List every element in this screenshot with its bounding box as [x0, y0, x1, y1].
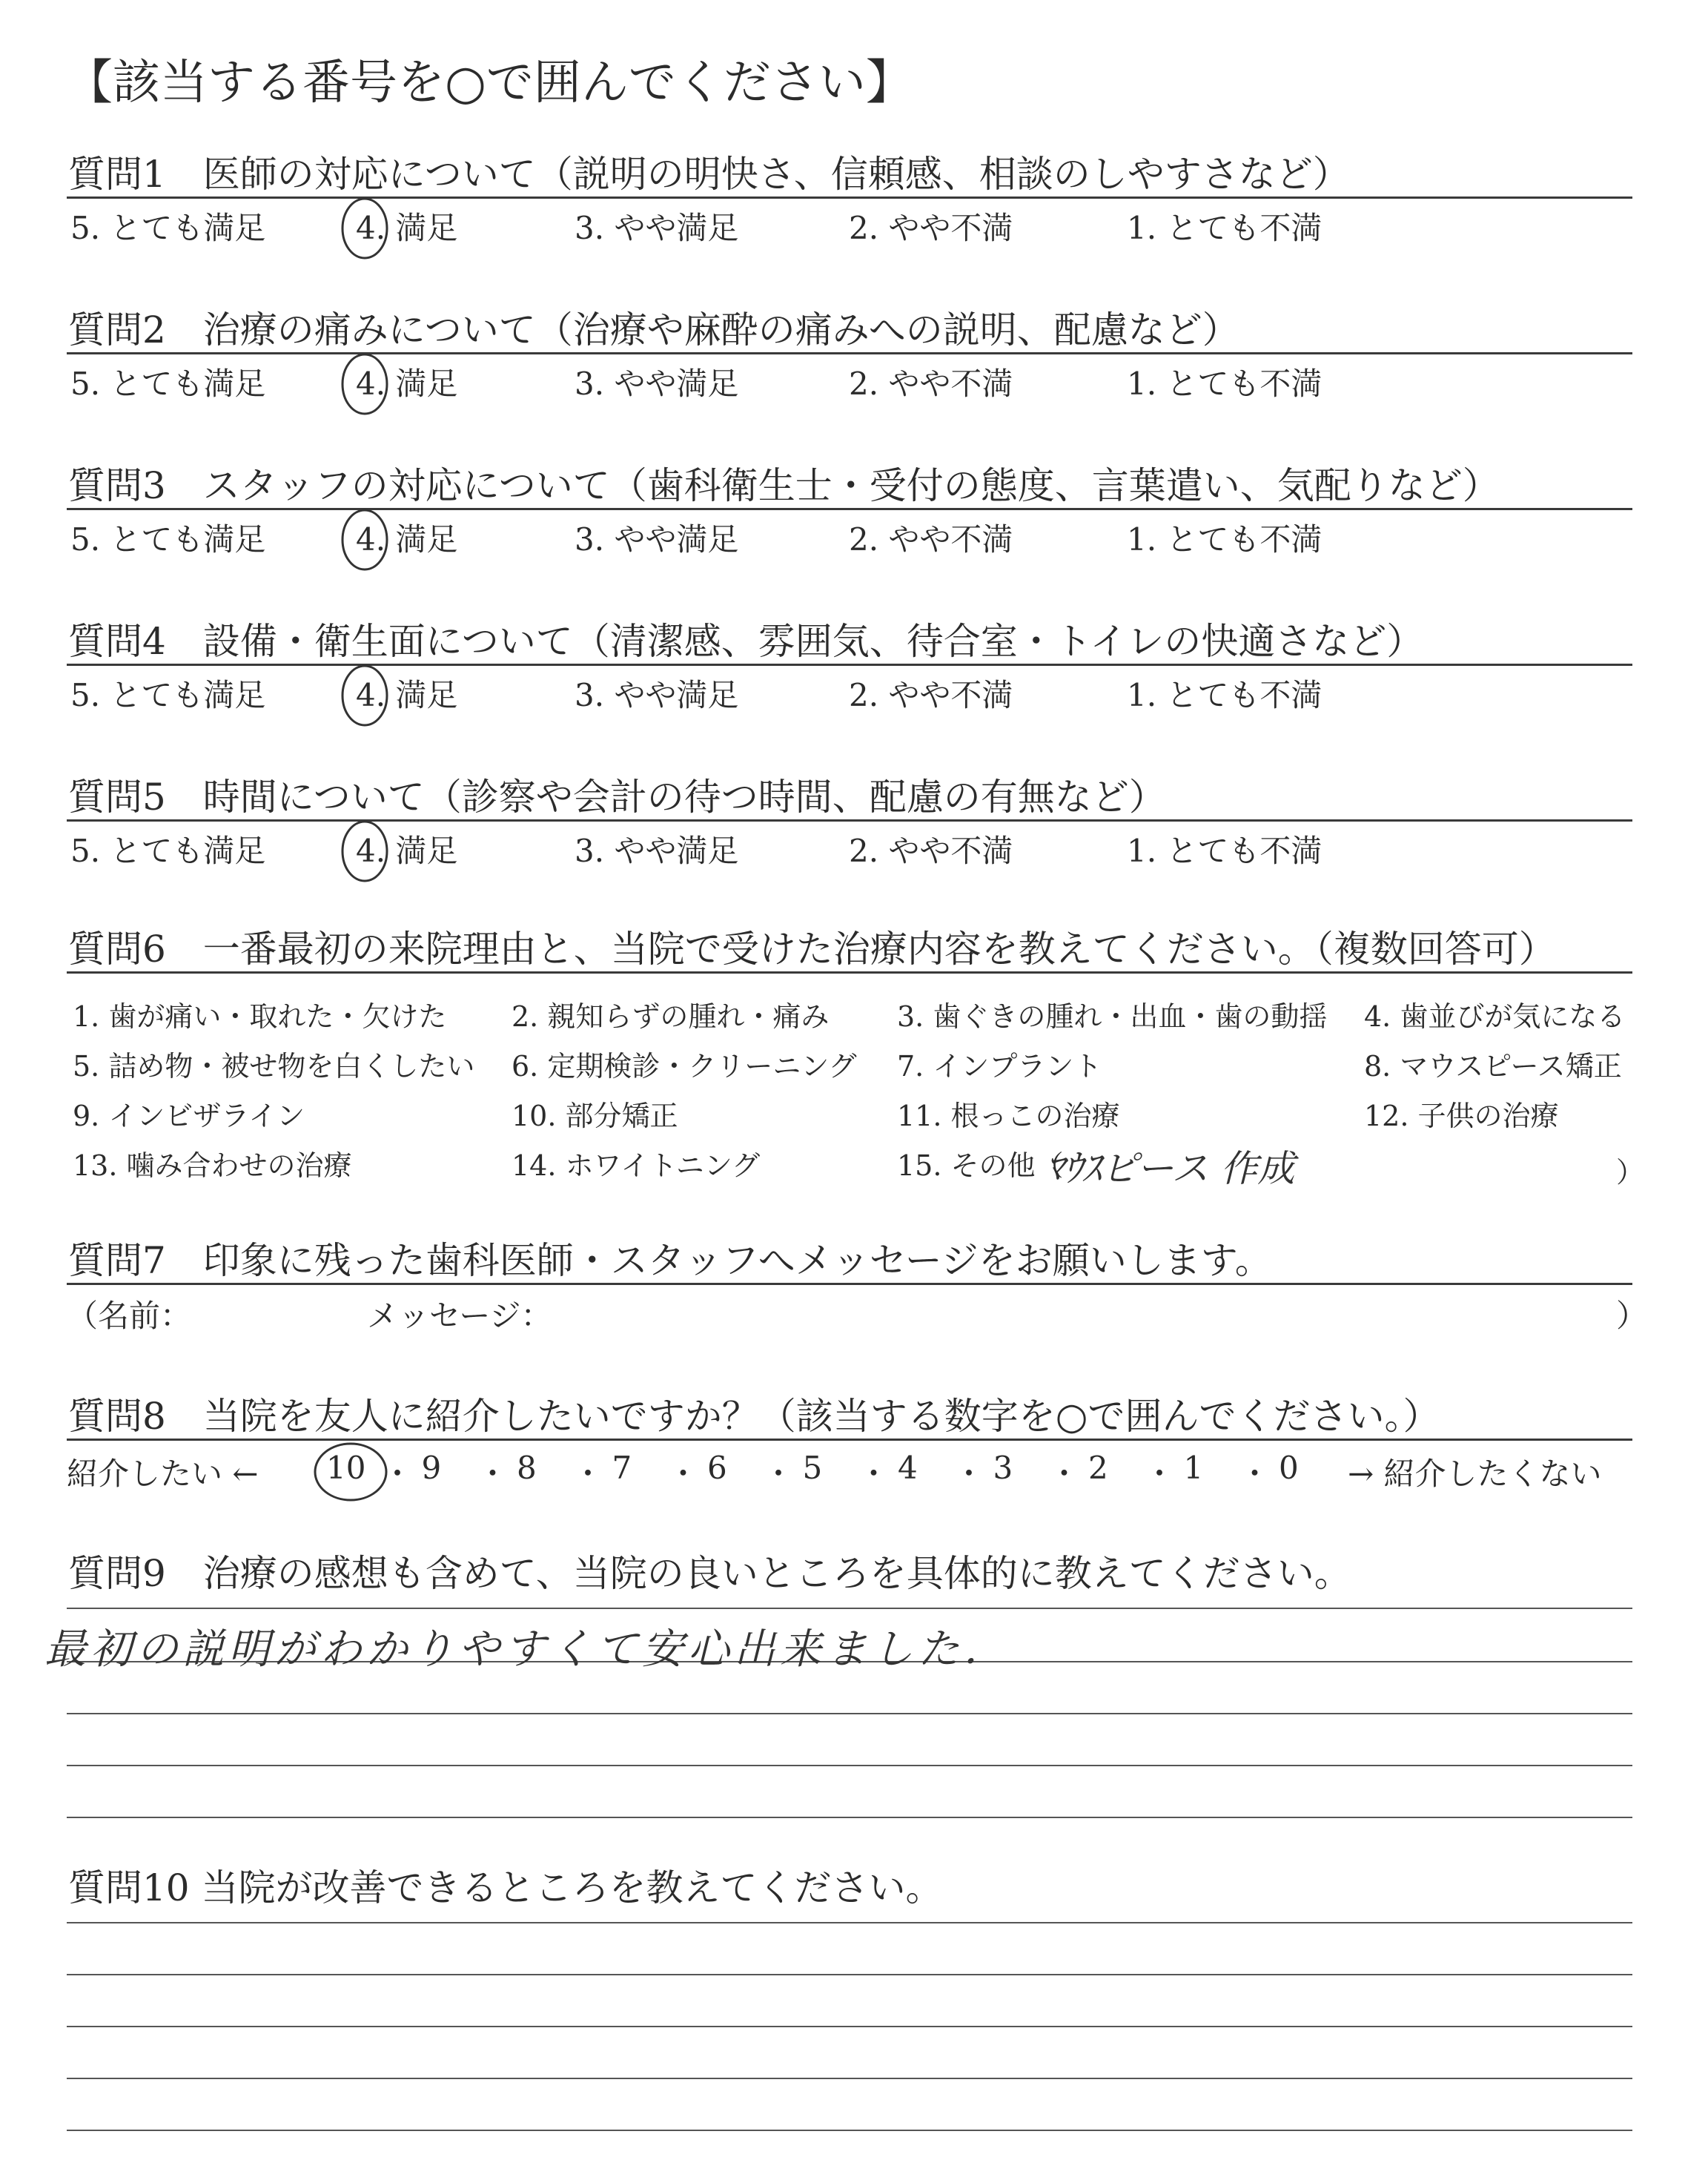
q8-rule: [67, 1439, 1632, 1441]
q3-heading: 質問3 スタッフの対応について（歯科衛生士・受付の態度、言葉遣い、気配りなど）: [68, 464, 1500, 507]
q7-name-label: （名前：: [67, 1298, 192, 1334]
q4-option-3[interactable]: 3. やや満足: [575, 677, 739, 713]
q1-option-2[interactable]: 2. やや不満: [849, 210, 1013, 246]
q6-option-4[interactable]: 4. 歯並びが気になる: [1364, 1000, 1626, 1033]
q5-option-5[interactable]: 5. とても満足: [70, 833, 266, 869]
q8-scale-8[interactable]: 8: [517, 1450, 537, 1486]
q3-option-5[interactable]: 5. とても満足: [70, 521, 266, 558]
q3-option-1[interactable]: 1. とても不満: [1127, 521, 1323, 558]
q6-option-9[interactable]: 9. インビザライン: [73, 1100, 305, 1132]
q8-scale-3[interactable]: 3: [993, 1450, 1013, 1486]
q2-selection-circle: [340, 351, 391, 417]
q8-scale-2[interactable]: 2: [1088, 1450, 1108, 1486]
q5-option-2[interactable]: 2. やや不満: [849, 833, 1013, 869]
q9-line-4: [67, 1765, 1632, 1766]
q4-option-4[interactable]: 4. 満足: [356, 677, 458, 713]
q10-line-1: [67, 1922, 1632, 1923]
q2-rule: [67, 352, 1632, 354]
q8-scale-separator: ・: [1144, 1456, 1176, 1492]
q2-option-5[interactable]: 5. とても満足: [70, 366, 266, 402]
q6-option-11[interactable]: 11. 根っこの治療: [897, 1100, 1120, 1132]
q8-scale-separator: ・: [667, 1456, 699, 1492]
q8-scale-separator: ・: [953, 1456, 985, 1492]
q9-line-3: [67, 1713, 1632, 1714]
q6-option-5[interactable]: 5. 詰め物・被せ物を白くしたい: [73, 1050, 475, 1083]
q10-line-2: [67, 1974, 1632, 1975]
q2-heading: 質問2 治療の痛みについて（治療や麻酔の痛みへの説明、配慮など）: [68, 308, 1239, 351]
q5-heading: 質問5 時間について（診察や会計の待つ時間、配慮の有無など）: [68, 776, 1166, 819]
q4-rule: [67, 664, 1632, 666]
q8-scale-separator: ・: [858, 1456, 890, 1492]
q1-rule: [67, 196, 1632, 199]
q7-heading: 質問7 印象に残った歯科医師・スタッフへメッセージをお願いします。: [68, 1239, 1272, 1282]
q6-other-handwritten: ﾏｳｽピース 作成: [1045, 1147, 1295, 1190]
q8-scale-9[interactable]: 9: [421, 1450, 442, 1486]
q4-option-1[interactable]: 1. とても不満: [1127, 677, 1323, 713]
q6-option-13[interactable]: 13. 噛み合わせの治療: [73, 1149, 352, 1182]
q6-option-12[interactable]: 12. 子供の治療: [1364, 1100, 1559, 1132]
q5-option-3[interactable]: 3. やや満足: [575, 833, 739, 869]
q7-close: ）: [1616, 1298, 1648, 1334]
q2-option-3[interactable]: 3. やや満足: [575, 366, 739, 402]
q7-message-label: メッセージ：: [367, 1298, 552, 1334]
q3-rule: [67, 508, 1632, 510]
q5-option-1[interactable]: 1. とても不満: [1127, 833, 1323, 869]
q8-left-label: 紹介したい ←: [67, 1456, 259, 1492]
q1-option-5[interactable]: 5. とても満足: [70, 210, 266, 246]
q1-option-3[interactable]: 3. やや満足: [575, 210, 739, 246]
q3-option-4[interactable]: 4. 満足: [356, 521, 458, 558]
q10-line-3: [67, 2026, 1632, 2027]
q6-option-2[interactable]: 2. 親知らずの腫れ・痛み: [512, 1000, 830, 1033]
q6-option-7[interactable]: 7. インプラント: [897, 1050, 1102, 1083]
q8-scale-separator: ・: [1048, 1456, 1080, 1492]
q2-option-4[interactable]: 4. 満足: [356, 366, 458, 402]
q4-option-5[interactable]: 5. とても満足: [70, 677, 266, 713]
q8-scale-10[interactable]: 10: [326, 1450, 366, 1486]
q8-scale-0[interactable]: 0: [1279, 1450, 1299, 1486]
q8-scale-separator: ・: [1239, 1456, 1271, 1492]
q6-option-15[interactable]: 15. その他（: [897, 1149, 1064, 1182]
q6-option-3[interactable]: 3. 歯ぐきの腫れ・出血・歯の動揺: [897, 1000, 1328, 1033]
q7-rule: [67, 1283, 1632, 1285]
q8-right-label: → 紹介したくない: [1348, 1456, 1602, 1492]
q6-option-10[interactable]: 10. 部分矯正: [512, 1100, 678, 1132]
q2-option-1[interactable]: 1. とても不満: [1127, 366, 1323, 402]
q3-option-2[interactable]: 2. やや不満: [849, 521, 1013, 558]
q8-scale-4[interactable]: 4: [898, 1450, 918, 1486]
q5-selection-circle: [340, 818, 391, 885]
q6-heading: 質問6 一番最初の来院理由と、当院で受けた治療内容を教えてください。（複数回答可）: [68, 928, 1556, 971]
q4-option-2[interactable]: 2. やや不満: [849, 677, 1013, 713]
q10-line-5: [67, 2130, 1632, 2131]
page-title: 【該当する番号を○で囲んでください】: [65, 56, 913, 110]
q1-selection-circle: [340, 195, 391, 262]
q6-option-6[interactable]: 6. 定期検診・クリーニング: [512, 1050, 857, 1083]
q8-scale-separator: ・: [382, 1456, 414, 1492]
q9-heading: 質問9 治療の感想も含めて、当院の良いところを具体的に教えてください。: [68, 1552, 1351, 1595]
q5-rule: [67, 819, 1632, 822]
q6-rule: [67, 971, 1632, 974]
q1-heading: 質問1 医師の対応について（説明の明快さ、信頼感、相談のしやすさなど）: [68, 153, 1350, 196]
q8-scale-1[interactable]: 1: [1183, 1450, 1204, 1486]
q1-option-4[interactable]: 4. 満足: [356, 210, 458, 246]
q2-option-2[interactable]: 2. やや不満: [849, 366, 1013, 402]
q8-scale-7[interactable]: 7: [612, 1450, 632, 1486]
q8-selection-circle: [310, 1439, 391, 1505]
q3-option-3[interactable]: 3. やや満足: [575, 521, 739, 558]
q9-line-1: [67, 1608, 1632, 1609]
q1-option-1[interactable]: 1. とても不満: [1127, 210, 1323, 246]
q4-heading: 質問4 設備・衛生面について（清潔感、雰囲気、待合室・トイレの快適さなど）: [68, 620, 1424, 663]
q8-scale-5[interactable]: 5: [802, 1450, 823, 1486]
q5-option-4[interactable]: 4. 満足: [356, 833, 458, 869]
q9-line-5: [67, 1817, 1632, 1818]
q8-heading: 質問8 当院を友人に紹介したいですか？（該当する数字を○で囲んでください。）: [68, 1395, 1440, 1438]
q8-scale-separator: ・: [477, 1456, 509, 1492]
q8-scale-separator: ・: [572, 1456, 604, 1492]
q3-selection-circle: [340, 506, 391, 573]
q6-other-close: ）: [1616, 1156, 1645, 1189]
q8-scale-6[interactable]: 6: [707, 1450, 727, 1486]
q10-heading: 質問10 当院が改善できるところを教えてください。: [68, 1866, 943, 1909]
q4-selection-circle: [340, 662, 391, 729]
q10-line-4: [67, 2078, 1632, 2079]
q6-option-14[interactable]: 14. ホワイトニング: [512, 1149, 761, 1182]
q9-answer: 最初の説明がわかりやすくて安心出来ました．: [44, 1625, 1010, 1674]
q8-scale-separator: ・: [763, 1456, 795, 1492]
q6-option-1[interactable]: 1. 歯が痛い・取れた・欠けた: [73, 1000, 447, 1033]
q6-option-8[interactable]: 8. マウスピース矯正: [1364, 1050, 1622, 1083]
